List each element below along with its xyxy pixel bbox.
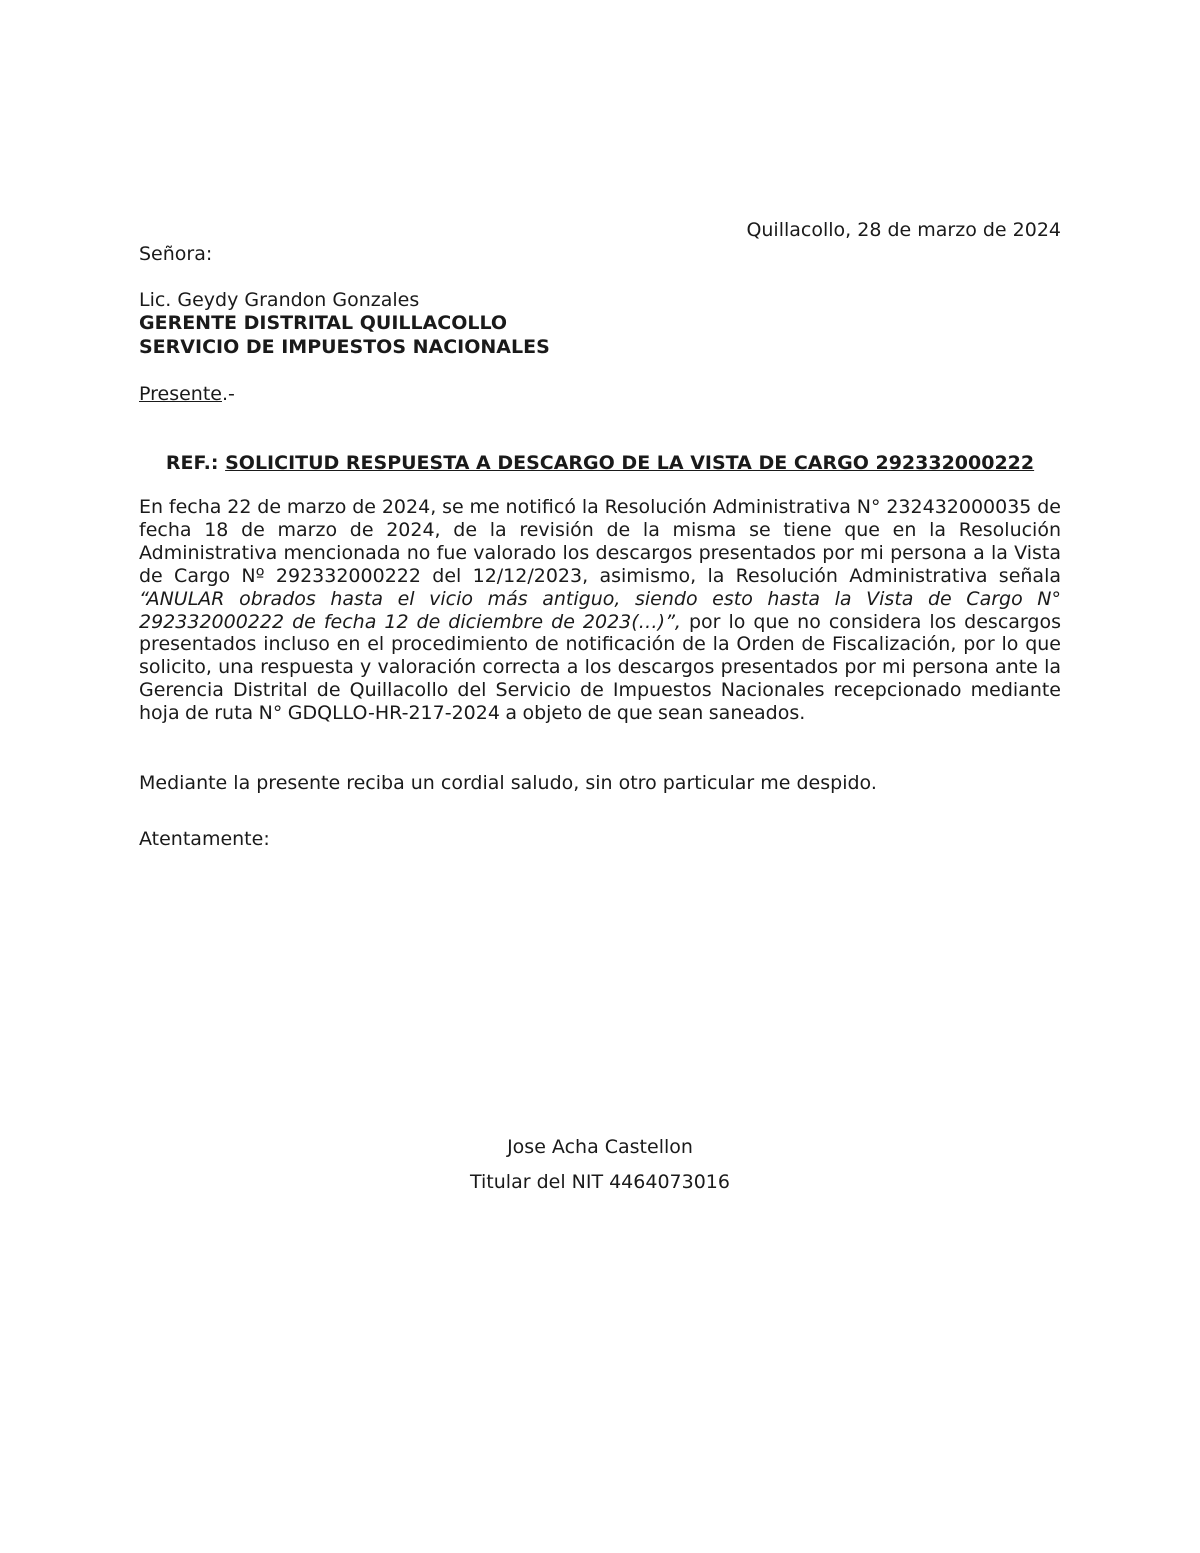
closing-line: Mediante la presente reciba un cordial saludo, sin otro particular me despido. [139, 772, 877, 794]
recipient-title: GERENTE DISTRITAL QUILLACOLLO [139, 312, 508, 334]
reference-subject: SOLICITUD RESPUESTA A DESCARGO DE LA VISTA DE CARGO 292332000222 [225, 452, 1035, 474]
sign-off: Atentamente: [139, 828, 270, 850]
presente-line [139, 383, 235, 406]
presente-suffix: .- [221, 383, 235, 405]
recipient-name: Lic. Geydy Grandon Gonzales [139, 289, 420, 311]
place-date: Quillacollo, 28 de marzo de 2024 [746, 219, 1061, 241]
presente-word: Presente [139, 383, 222, 405]
reference-line [0, 452, 1200, 475]
reference-prefix: REF.: [165, 452, 219, 474]
signer-title: Titular del NIT 4464073016 [470, 1171, 730, 1193]
body-text-part1: En fecha 22 de marzo de 2024, se me notificó la Resolución Administrativa N° 232432000035 de fecha 18 de marzo de 2024, de la revisión de la misma se tiene que en la Resolución Administrativa mencionada no fue valorado los descargos presentados por mi persona a la Vista de Cargo Nº 292332000222 del 12/12/2023, asimismo, la Resolución Administrativa señala [139, 496, 1061, 587]
body-quote: “ANULAR obrados hasta el vicio más antiguo, siendo esto hasta la Vista de Cargo N° 292332000222 de fecha 12 de diciembre de 2023(…)”, [139, 587, 1061, 633]
body-text-part2: por lo que no considera los descargos presentados incluso en el procedimiento de notificación de la Orden de Fiscalización, por lo que solicito, una respuesta y valoración correcta a los descargos presentados por mi persona ante la Gerencia Distrital de Quillacollo del Servicio de Impuestos Nacionales recepcionado mediante hoja de ruta N° GDQLLO-HR-217-2024 a objeto de que sean saneados. [139, 610, 1061, 725]
recipient-organization: SERVICIO DE IMPUESTOS NACIONALES [139, 336, 550, 358]
signer-name: Jose Acha Castellon [507, 1136, 693, 1158]
body-paragraph [139, 496, 1061, 725]
salutation: Señora: [139, 243, 213, 265]
